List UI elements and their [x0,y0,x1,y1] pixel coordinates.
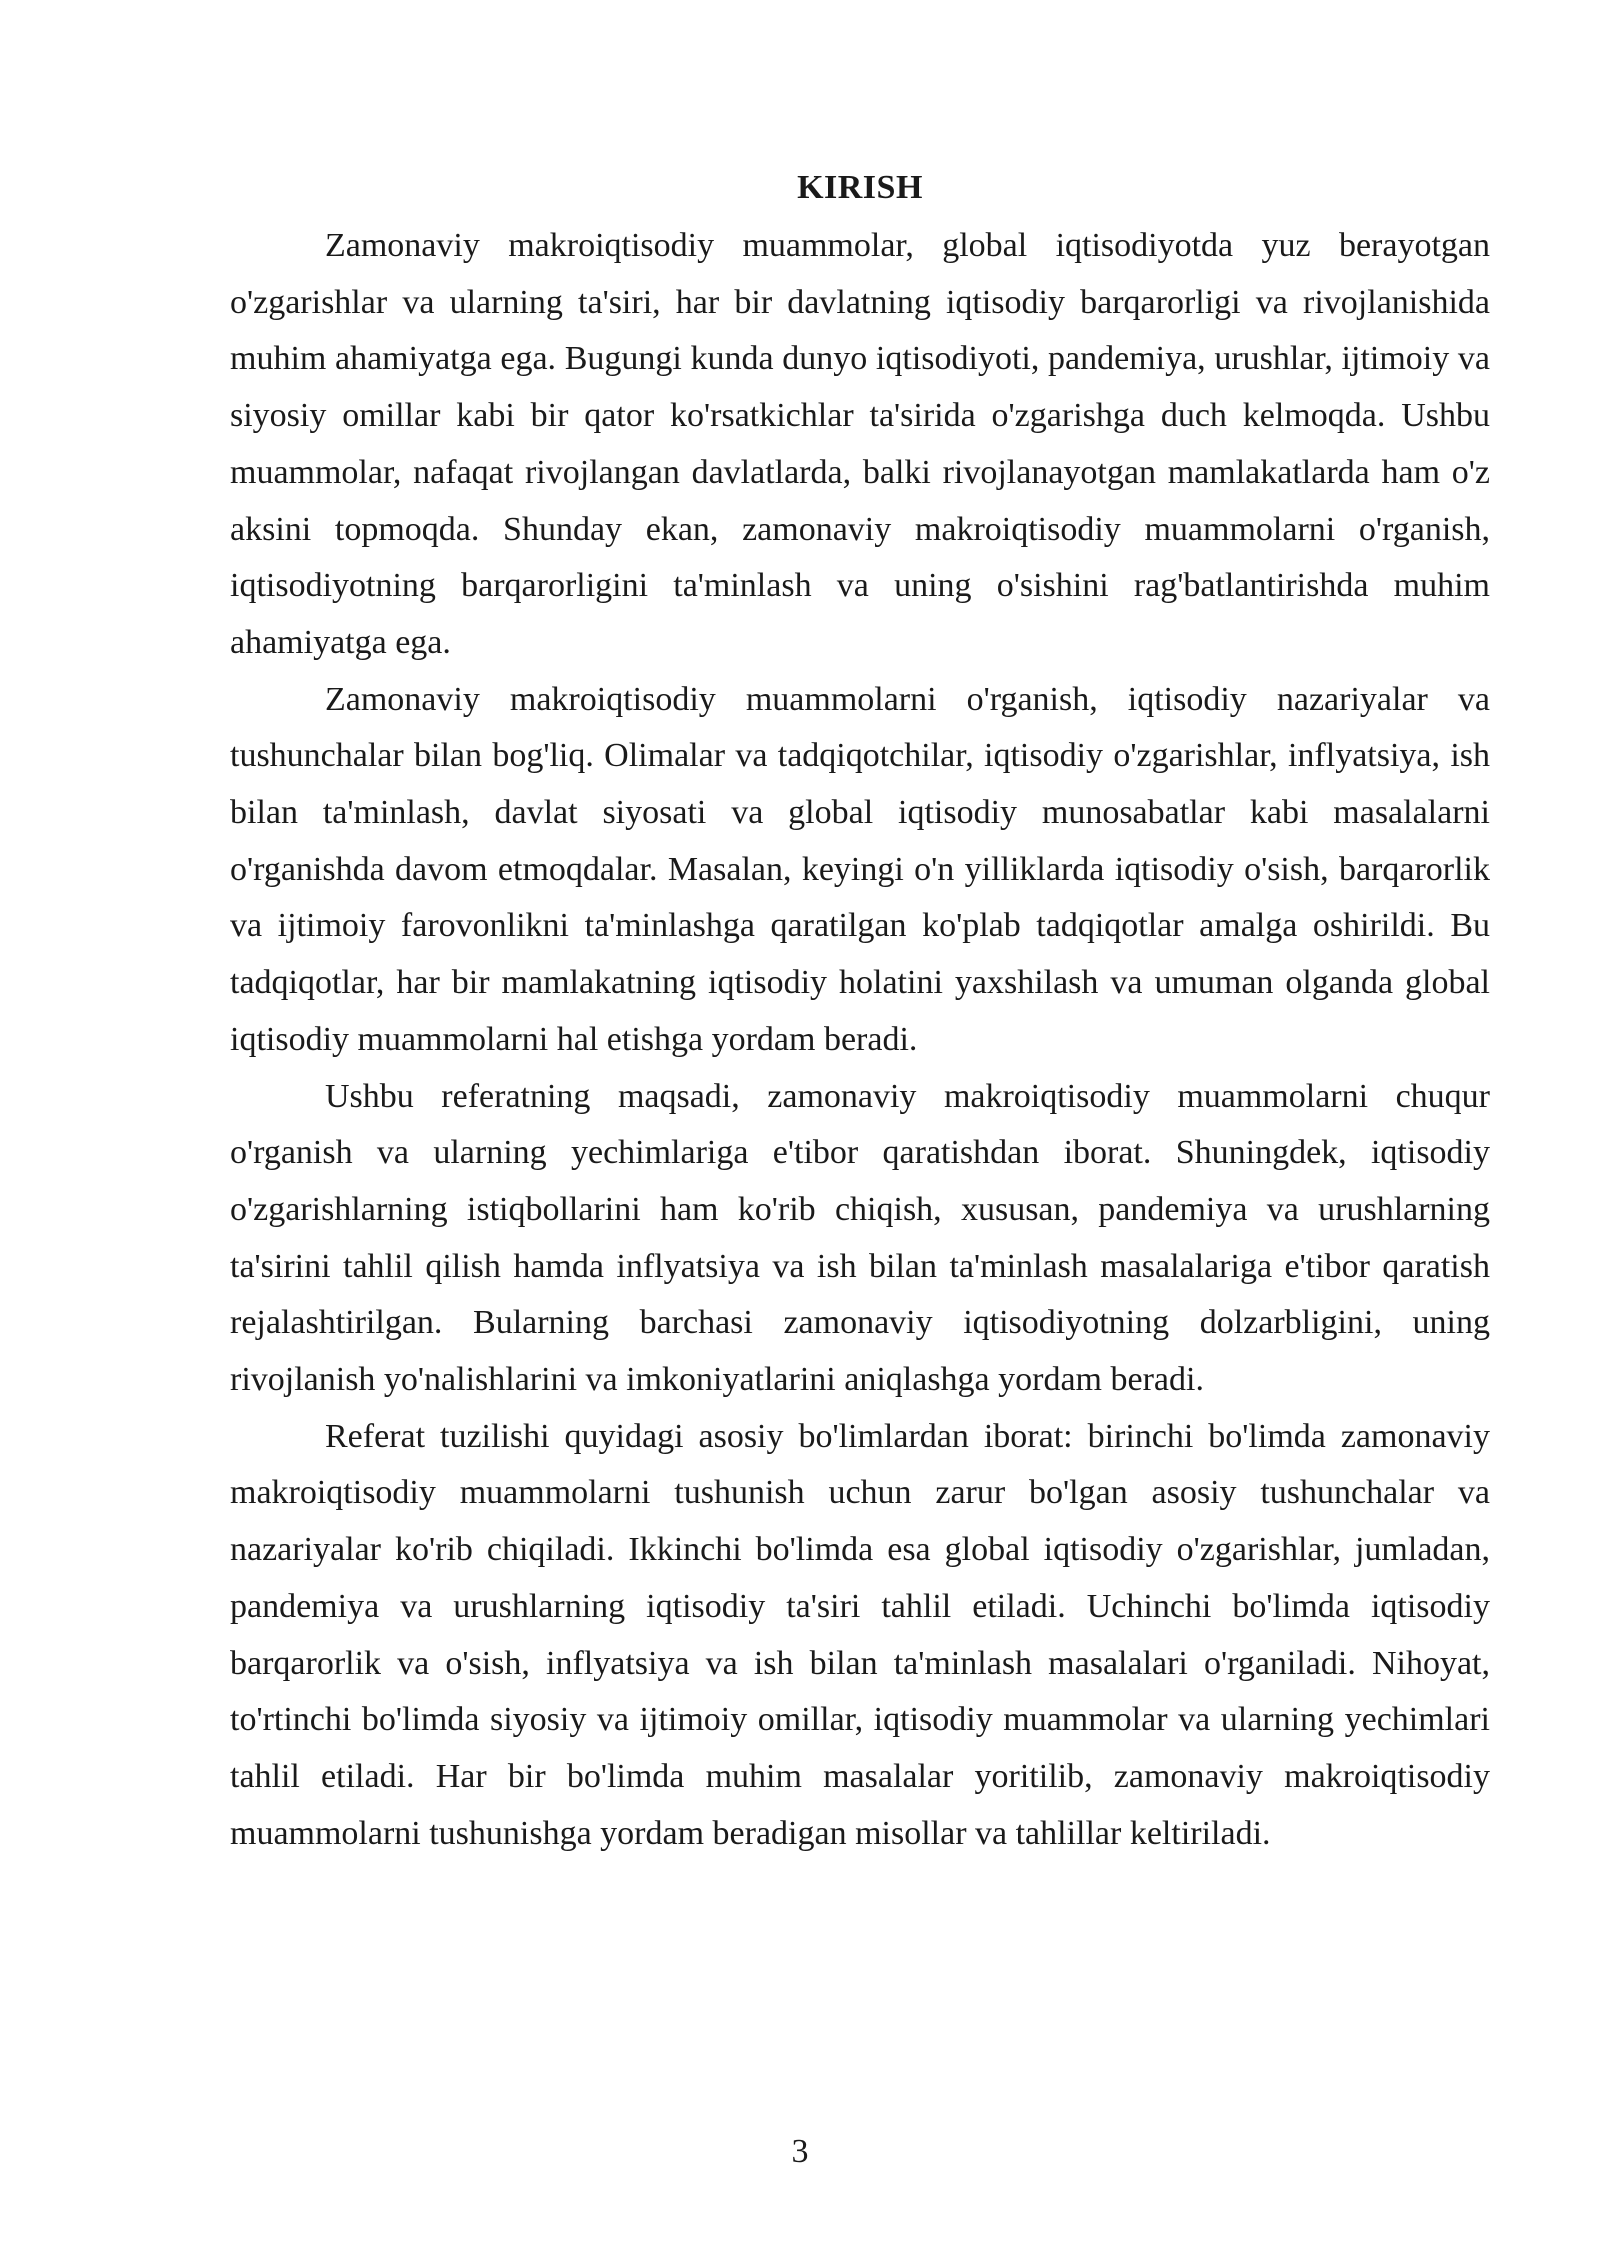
paragraph-1: Zamonaviy makroiqtisodiy muammolar, global iqtisodiyotda yuz berayotgan o'zgarishlar va ularning ta'siri, har bir davlatning iqtisodiy barqarorligi va rivojlanishida muhim ahamiyatga ega. Bugungi kunda dunyo iqtisodiyoti, pandemiya, urushlar, ijtimoiy va siyosiy omillar kabi bir qator ko'rsatkichlar ta'sirida o'zgarishga duch kelmoqda. Ushbu muammolar, nafaqat rivojlangan davlatlarda, balki rivojlanayotgan mamlakatlarda ham o'z aksini topmoqda. Shunday ekan, zamonaviy makroiqtisodiy muammolarni o'rganish, iqtisodiyotning barqarorligini ta'minlash va uning o'sishini rag'batlantirishda muhim ahamiyatga ega. [230,227,1490,661]
page-number: 3 [791,2133,809,2170]
section-title: KIRISH [797,169,923,206]
paragraph-3: Ushbu referatning maqsadi, zamonaviy makroiqtisodiy muammolarni chuqur o'rganish va ularning yechimlariga e'tibor qaratishdan iborat. Shuningdek, iqtisodiy o'zgarishlarning istiqbollarini ham ko'rib chiqish, xususan, pandemiya va urushlarning ta'sirini tahlil qilish hamda inflyatsiya va ish bilan ta'minlash masalalariga e'tibor qaratish rejalashtirilgan. Bularning barchasi zamonaviy iqtisodiyotning dolzarbligini, uning rivojlanish yo'nalishlarini va imkoniyatlarini aniqlashga yordam beradi. [230,1077,1490,1399]
paragraph-4: Referat tuzilishi quyidagi asosiy bo'limlardan iborat: birinchi bo'limda zamonaviy makroiqtisodiy muammolarni tushunish uchun zarur bo'lgan asosiy tushunchalar va nazariyalar ko'rib chiqiladi. Ikkinchi bo'limda esa global iqtisodiy o'zgarishlar, jumladan, pandemiya va urushlarning iqtisodiy ta'siri tahlil etiladi. Uchinchi bo'limda iqtisodiy barqarorlik va o'sish, inflyatsiya va ish bilan ta'minlash masalalari o'rganiladi. Nihoyat, to'rtinchi bo'limda siyosiy va ijtimoiy omillar, iqtisodiy muammolar va ularning yechimlari tahlil etiladi. Har bir bo'limda muhim masalalar yoritilib, zamonaviy makroiqtisodiy muammolarni tushunishga yordam beradigan misollar va tahlillar keltiriladi. [230,1417,1490,1852]
document-page [230,160,1490,1862]
paragraph-2: Zamonaviy makroiqtisodiy muammolarni o'rganish, iqtisodiy nazariyalar va tushunchalar bilan bog'liq. Olimalar va tadqiqotchilar, iqtisodiy o'zgarishlar, inflyatsiya, ish bilan ta'minlash, davlat siyosati va global iqtisodiy munosabatlar kabi masalalarni o'rganishda davom etmoqdalar. Masalan, keyingi o'n yilliklarda iqtisodiy o'sish, barqarorlik va ijtimoiy farovonlikni ta'minlashga qaratilgan ko'plab tadqiqotlar amalga oshirildi. Bu tadqiqotlar, har bir mamlakatning iqtisodiy holatini yaxshilash va umuman olganda global iqtisodiy muammolarni hal etishga yordam beradi. [230,680,1490,1058]
